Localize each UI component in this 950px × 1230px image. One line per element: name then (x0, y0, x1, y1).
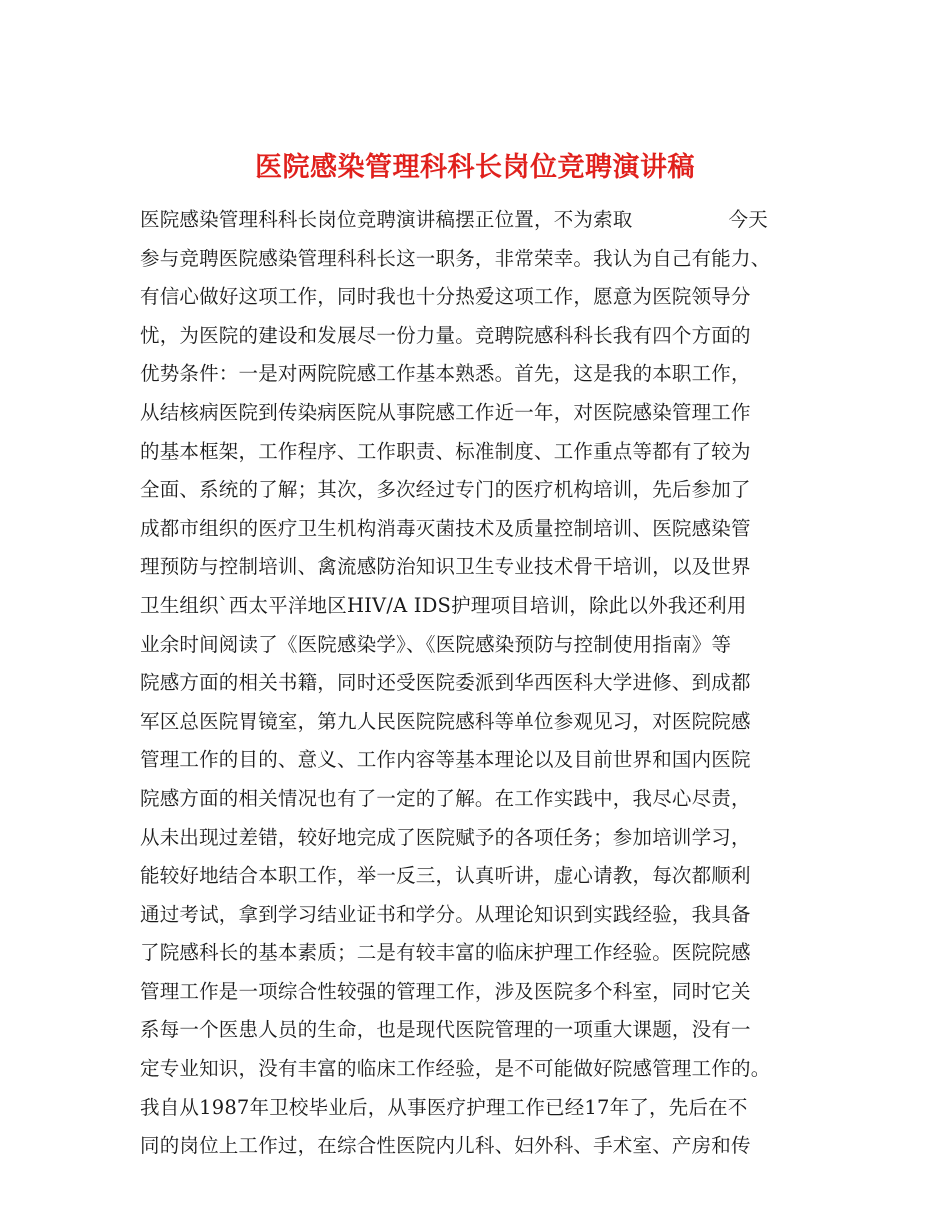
body-line: 成都市组织的医疗卫生机构消毒灭菌技术及质量控制培训、医院感染管 (140, 516, 751, 540)
body-line: 军区总医院胃镜室，第九人民医院院感科等单位参观见习，对医院院感 (140, 709, 751, 733)
body-line: 系每一个医患人员的生命，也是现代医院管理的一项重大课题，没有一 (140, 1018, 751, 1042)
body-line: 管理工作是一项综合性较强的管理工作，涉及医院多个科室，同时它关 (140, 979, 751, 1003)
body-line-1 (140, 201, 830, 240)
body-line: 了院感科长的基本素质；二是有较丰富的临床护理工作经验。医院院感 (140, 941, 751, 965)
body-line: 院感方面的相关书籍，同时还受医院委派到华西医科大学进修、到成都 (140, 671, 751, 695)
body-line: 从未出现过差错，较好地完成了医院赋予的各项任务；参加培训学习， (140, 825, 751, 849)
body-line: 从结核病医院到传染病医院从事院感工作近一年，对医院感染管理工作 (140, 400, 751, 424)
body-line: 通过考试，拿到学习结业证书和学分。从理论知识到实践经验，我具备 (140, 902, 751, 926)
body-line: 的基本框架，工作程序、工作职责、标准制度、工作重点等都有了较为 (140, 439, 751, 463)
body-line: 卫生组织`西太平洋地区HIV/A IDS护理项目培训，除此以外我还利用 (140, 593, 747, 617)
body-line: 参与竞聘医院感染管理科科长这一职务，非常荣幸。我认为自己有能力、 (140, 246, 771, 270)
body-line: 理预防与控制培训、禽流感防治知识卫生专业技术骨干培训，以及世界 (140, 555, 751, 579)
body-line: 优势条件：一是对两院院感工作基本熟悉。首先，这是我的本职工作， (140, 362, 751, 386)
body-line: 能较好地结合本职工作，举一反三，认真听讲，虚心请教，每次都顺利 (140, 864, 751, 888)
document-body (140, 201, 830, 1166)
body-line: 我自从1987年卫校毕业后，从事医疗护理工作已经17年了，先后在不 (140, 1095, 748, 1119)
body-line: 业余时间阅读了《医院感染学》、《医院感染预防与控制使用指南》等 (140, 632, 732, 656)
body-line-1-tail: 今天 (728, 208, 768, 231)
body-line-1-text: 医院感染管理科科长岗位竞聘演讲稿摆正位置，不为索取 (140, 208, 633, 231)
body-line: 定专业知识，没有丰富的临床工作经验，是不可能做好院感管理工作的。 (140, 1057, 771, 1081)
body-line: 全面、系统的了解；其次，多次经过专门的医疗机构培训，先后参加了 (140, 478, 751, 502)
body-line: 同的岗位上工作过，在综合性医院内儿科、妇外科、手术室、产房和传 (140, 1134, 751, 1158)
body-line: 管理工作的目的、意义、工作内容等基本理论以及目前世界和国内医院 (140, 748, 751, 772)
body-line: 院感方面的相关情况也有了一定的了解。在工作实践中，我尽心尽责， (140, 786, 751, 810)
body-line: 有信心做好这项工作，同时我也十分热爱这项工作，愿意为医院领导分 (140, 285, 751, 309)
body-line: 忧，为医院的建设和发展尽一份力量。竞聘院感科科长我有四个方面的 (140, 323, 751, 347)
document-title: 医院感染管理科科长岗位竞聘演讲稿 (255, 152, 695, 184)
